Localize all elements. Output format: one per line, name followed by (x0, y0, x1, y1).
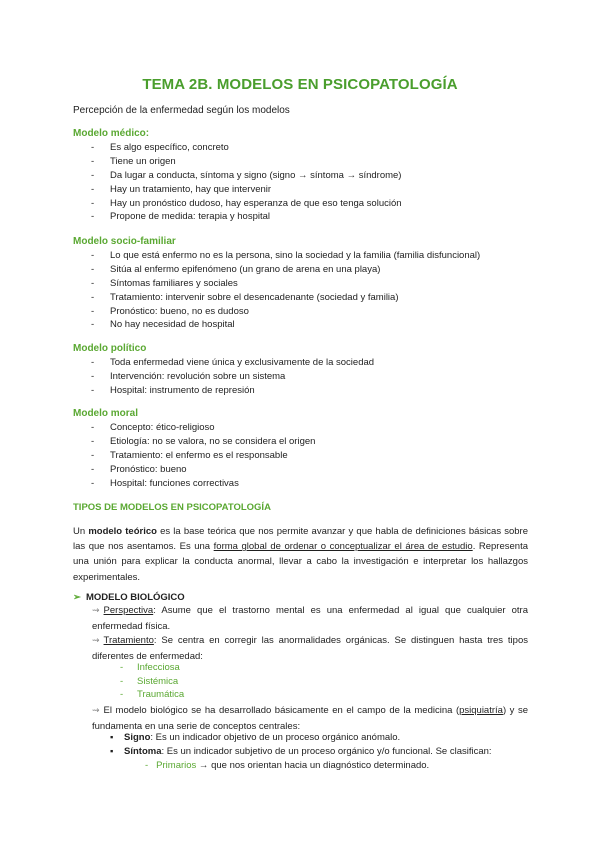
list-medico (73, 141, 402, 224)
list-item: - Intervención: revolución sobre un sistema (73, 370, 374, 384)
list-item: - Tratamiento: el enfermo es el responsable (73, 449, 315, 463)
list-item: - Concepto: ético-religioso (73, 421, 315, 435)
list-item: - Sistémica (110, 675, 184, 689)
wavy-arrow-icon: ⇝ (92, 635, 100, 645)
signo-label: Signo (124, 732, 151, 743)
perspectiva-label: Perspectiva (103, 605, 154, 616)
paragraph-bold-term: modelo teórico (88, 526, 157, 537)
section-heading-politico: Modelo político (73, 343, 147, 354)
square-bullet-icon: ▪ (110, 732, 114, 743)
paragraph-underlined: forma global de ordenar o conceptualizar el área de estudio (213, 541, 473, 553)
tratamiento-item (92, 633, 528, 665)
signo-text: : Es un indicador objetivo de un proceso orgánico anómalo. (150, 732, 401, 743)
paragraph-text: . Representa una unión para explicar la conducta anormal, llevar a cabo la investigación e interpretar los hallazgos experimentales. (73, 541, 528, 583)
list-item: - Hospital: instrumento de represión (73, 384, 374, 398)
list-item: - Hospital: funciones correctivas (73, 477, 315, 491)
sintoma-item (110, 746, 492, 757)
list-item: - Es algo específico, concreto (73, 141, 402, 155)
list-politico (73, 356, 374, 398)
modelo-biologico-description (92, 703, 528, 735)
list-item: - Traumática (110, 688, 184, 702)
list-item: - Sitúa al enfermo epifenómeno (un grano de arena en una playa) (73, 263, 480, 277)
description-text: El modelo biológico se ha desarrollado básicamente en el campo de la medicina ( (103, 705, 460, 716)
tipos-enfermedad-list (110, 661, 184, 702)
section-heading-moral: Modelo moral (73, 408, 139, 419)
paragraph-text: Un (73, 526, 89, 537)
list-item: - Etiología: no se valora, no se considera el origen (73, 435, 315, 449)
list-item: - Síntomas familiares y sociales (73, 277, 480, 291)
list-item: - Pronóstico: bueno, no es dudoso (73, 305, 480, 319)
list-item: - No hay necesidad de hospital (73, 318, 480, 332)
modelo-biologico-heading (73, 592, 185, 603)
list-item: - Hay un pronóstico dudoso, hay esperanza de que eso tenga solución (73, 197, 402, 211)
tratamiento-label: Tratamiento (103, 635, 154, 646)
modelo-teorico-paragraph (73, 524, 528, 585)
section-heading-tipos: TIPOS DE MODELOS EN PSICOPATOLOGÍA (73, 502, 271, 513)
list-moral (73, 421, 315, 490)
wavy-arrow-icon: ⇝ (92, 705, 100, 715)
list-item: - Propone de medida: terapia y hospital (73, 210, 402, 224)
section-heading-socio-familiar: Modelo socio-familiar (73, 236, 176, 247)
perspectiva-item (92, 603, 528, 635)
intro-text: Percepción de la enfermedad según los modelos (73, 105, 290, 116)
heading-text: MODELO BIOLÓGICO (85, 592, 185, 603)
sintoma-label: Síntoma (124, 746, 162, 757)
paragraph-text: es la base teórica que nos permite avanzar y que habla de definiciones básicas sobre las que nos asentamos. Es una (73, 526, 528, 553)
description-text: ) y se fundamenta en una serie de conceptos centrales: (92, 705, 528, 732)
list-item: - Tratamiento: intervenir sobre el desencadenante (sociedad y familia) (73, 291, 480, 305)
section-heading-medico: Modelo médico: (73, 128, 150, 139)
square-bullet-icon: ▪ (110, 746, 114, 757)
psiquiatria-underlined: psiquiatría (459, 705, 503, 716)
list-item: - Pronóstico: bueno (73, 463, 315, 477)
list-socio-familiar (73, 249, 480, 332)
list-item: - Tiene un origen (73, 155, 402, 169)
sintoma-text: : Es un indicador subjetivo de un proceso orgánico y/o funcional. Se clasifican: (161, 746, 492, 757)
primarios-label: Primarios (156, 760, 197, 771)
wavy-arrow-icon: ⇝ (92, 605, 100, 615)
arrow-bullet-icon: ➢ (73, 592, 81, 603)
list-item: - Hay un tratamiento, hay que intervenir (73, 183, 402, 197)
primarios-item (145, 760, 429, 771)
list-item: - Lo que está enfermo no es la persona, sino la sociedad y la familia (familia disfuncional) (73, 249, 480, 263)
list-item: - Toda enfermedad viene única y exclusivamente de la sociedad (73, 356, 374, 370)
list-item: - Infecciosa (110, 661, 184, 675)
primarios-text: → que nos orientan hacia un diagnóstico determinado. (196, 760, 430, 771)
signo-item (110, 732, 400, 743)
list-item: - Da lugar a conducta, síntoma y signo (signo → síntoma → síndrome) (73, 169, 402, 183)
page-title: TEMA 2B. MODELOS EN PSICOPATOLOGÍA (142, 76, 458, 93)
perspectiva-text: : Asume que el trastorno mental es una enfermedad al igual que cualquier otra enfermedad física. (92, 605, 528, 632)
dash-bullet: - (145, 760, 149, 771)
tratamiento-text: : Se centra en corregir las anormalidades orgánicas. Se distinguen hasta tres tipos diferentes de enfermedad: (92, 635, 528, 662)
